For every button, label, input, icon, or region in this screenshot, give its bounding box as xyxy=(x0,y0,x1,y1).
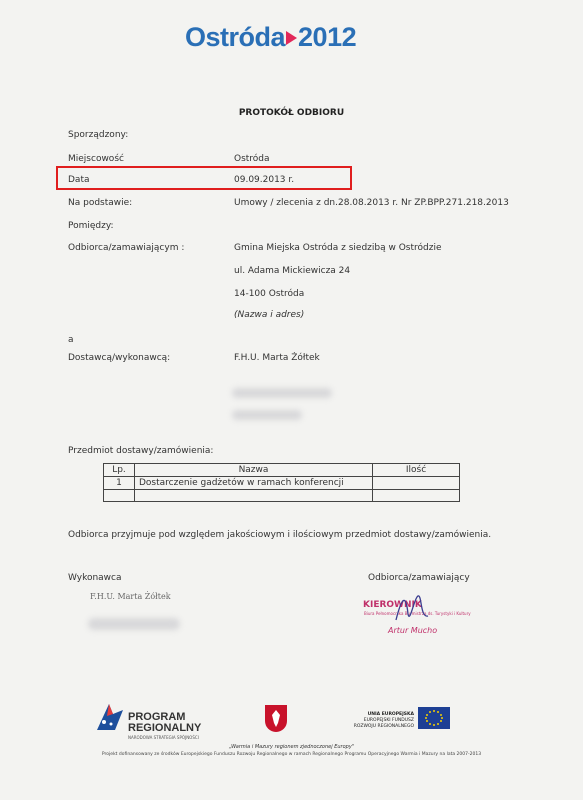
subject-label: Przedmiot dostawy/zamówienia: xyxy=(68,446,214,456)
table-cell: Dostarczenie gadżetów w ramach konferencji xyxy=(135,477,373,490)
footer-quote: „Warmia i Mazury regionem zjednoczonej Europy" xyxy=(228,744,355,750)
eu-stars-icon xyxy=(418,707,450,729)
table-cell xyxy=(373,490,460,502)
ostroda-logo xyxy=(185,22,356,53)
supplier-value: F.H.U. Marta Żółtek xyxy=(234,353,320,363)
table-row xyxy=(104,490,460,502)
field-label-recipient: Odbiorca/zamawiającym : xyxy=(68,243,185,253)
field-value-recipient: Gmina Miejska Ostróda z siedzibą w Ostródzie xyxy=(234,243,442,253)
field-value-basis: Umowy / zlecenia z dn.28.08.2013 r. Nr ZP.BPP.271.218.2013 xyxy=(234,198,509,208)
field-label-date: Data xyxy=(68,175,90,185)
date-highlight-box xyxy=(56,166,352,190)
conjunction-text: a xyxy=(68,335,74,345)
logo-text-left: Ostróda xyxy=(185,22,286,52)
eagle-icon xyxy=(265,705,287,732)
field-value-place: Ostróda xyxy=(234,154,270,164)
footer-note: Projekt dofinansowany ze środków Europejskiego Funduszu Rozwoju Regionalnego w ramach Regionalnego Programu Operacyjnego Warmia i Mazury na lata 2007-2013 xyxy=(101,752,482,757)
table-cell xyxy=(135,490,373,502)
program-line1: PROGRAM xyxy=(128,711,186,723)
program-sub: NARODOWA STRATEGIA SPÓJNOŚCI xyxy=(128,735,199,740)
table-header-name: Nazwa xyxy=(135,464,373,477)
address-line-street: ul. Adama Mickiewicza 24 xyxy=(234,266,351,276)
eu-flag-icon xyxy=(418,707,450,729)
table-cell xyxy=(104,490,135,502)
address-note: (Nazwa i adres) xyxy=(234,310,305,320)
stamp-name: Artur Mucho xyxy=(388,626,438,635)
field-label-place: Miejscowość xyxy=(68,154,124,164)
stamp-title: KIEROWNIK xyxy=(363,600,422,610)
signature-left-label: Wykonawca xyxy=(68,573,122,583)
supplier-stamp: F.H.U. Marta Żółtek xyxy=(90,592,171,601)
table-cell xyxy=(373,477,460,490)
field-value-date: 09.09.2013 r. xyxy=(234,175,295,185)
table-header-row xyxy=(104,464,460,477)
address-line-city: 14-100 Ostróda xyxy=(234,289,305,299)
program-regionalny-logo-icon xyxy=(95,702,125,732)
logo-text-right: 2012 xyxy=(298,22,357,52)
eu-line3: ROZWOJU REGIONALNEGO xyxy=(353,724,414,729)
redacted-address-2 xyxy=(232,410,302,420)
field-label-between: Pomiędzy: xyxy=(68,221,114,231)
play-icon xyxy=(286,31,297,45)
field-label-basis: Na podstawie: xyxy=(68,198,133,208)
eu-line2: EUROPEJSKI FUNDUSZ xyxy=(363,718,414,723)
table-header-lp: Lp. xyxy=(104,464,135,477)
table-header-qty: Ilość xyxy=(373,464,460,477)
program-line2: REGIONALNY xyxy=(128,722,202,734)
warmia-mazury-crest-icon xyxy=(265,705,287,732)
redacted-address-1 xyxy=(232,388,332,398)
document-title: PROTOKÓŁ ODBIORU xyxy=(238,108,345,118)
field-label-prepared: Sporządzony: xyxy=(68,130,129,140)
signature-right-label: Odbiorca/zamawiający xyxy=(368,573,470,583)
stamp-subtitle: Biura Pełnomocnika Burmistrza ds. Turystyki i Kultury xyxy=(364,611,471,616)
supplier-label: Dostawcą/wykonawcą: xyxy=(68,353,171,363)
table-cell: 1 xyxy=(104,477,135,490)
signature-scribble-icon xyxy=(392,590,432,626)
acceptance-text: Odbiorca przyjmuje pod względem jakościowym i ilościowym przedmiot dostawy/zamówienia. xyxy=(68,530,492,540)
redacted-signature xyxy=(88,618,180,630)
program-regionalny-text xyxy=(128,712,201,734)
eu-line1: UNIA EUROPEJSKA xyxy=(367,712,414,717)
table-row xyxy=(104,477,460,490)
items-table xyxy=(103,463,460,502)
eu-text xyxy=(342,712,414,730)
